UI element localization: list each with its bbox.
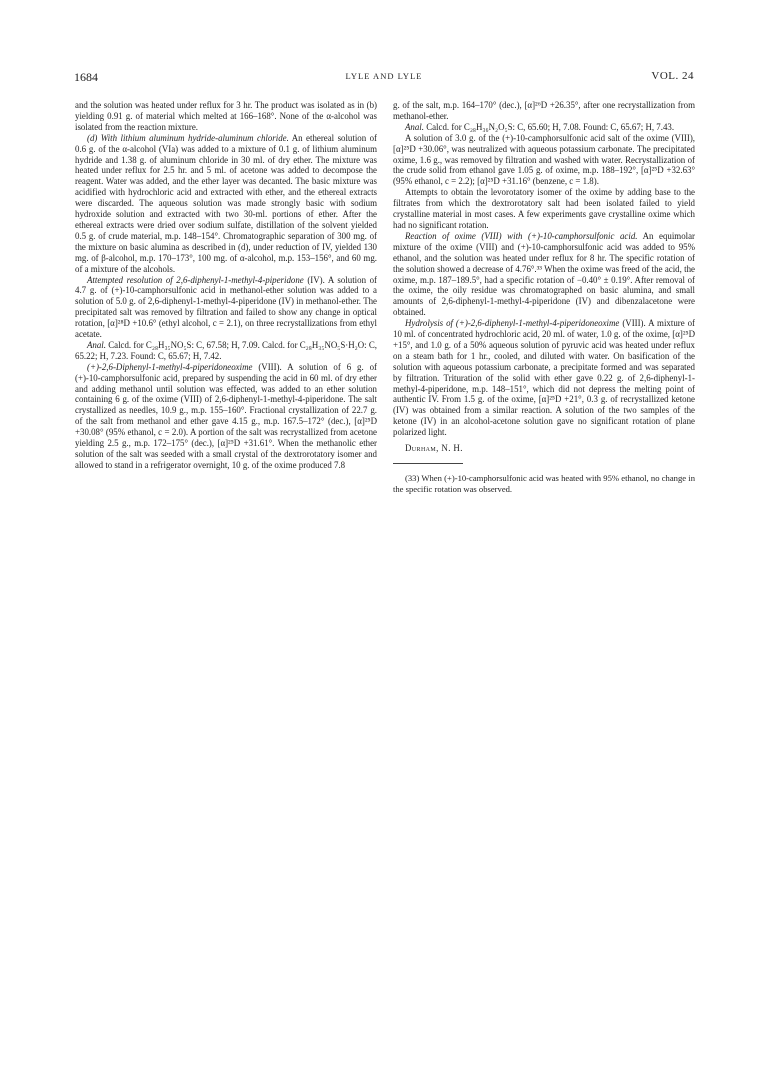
paragraph xyxy=(393,122,695,133)
page-number: 1684 xyxy=(74,70,98,84)
paragraph: A solution of 3.0 g. of the (+)-10-camphorsulfonic acid salt of the oxime (VIII), [α]²⁵D +30.06°, was neutralized with aqueous potassium carbonate. The precipitated oxime, 1.6 g., was removed by filtration and washed with water. Recrystallization of the crude solid from ethanol gave 1.05 g. of oxime, m.p. 188–192°, [α]²⁵D +32.63° (95% ethanol, c = 2.2); [α]²⁵D +31.16° (benzene, c = 1.8). xyxy=(393,132,695,187)
paragraph-text: (IV). A solution of 4.7 g. of (+)-10-camphorsulfonic acid in methanol-ether solution was added to a solution of 5.0 g. of 2,6-diphenyl-1-methyl-4-piperidone (IV) in methanol-ether. The precipitated salt was removed by filtration and failed to show any change in optical rotation, [α]²⁸D +10.6° (ethyl alcohol, c = 2.1), on three recrystallizations from ethyl acetate. xyxy=(75,274,378,340)
volume-label: VOL. 24 xyxy=(651,70,694,82)
paragraph-text: (VIII). A solution of 6 g. of (+)-10-camphorsulfonic acid, prepared by suspending the acid in 60 ml. of dry ether and adding methanol until solution was effected, was added to an ether solution containing 6 g. of the oxime (VIII) of 2,6-diphenyl-1-methyl-4-piperidone. The salt crystallized as needles, 10.9 g., m.p. 155–160°. Fractional crystallization of 22.7 g. of the salt from methanol and ether gave 4.15 g., m.p. 167.5–172° (dec.), [α]²⁵D +30.08° (95% ethanol, c = 2.0). A portion of the salt was recrystallized from acetone yielding 2.5 g., m.p. 172–175° (dec.), [α]²⁵D +31.61°. When the methanolic ether solution of the salt was seeded with a small crystal of the dextrorotatory isomer and allowed to stand in a refrigerator overnight, 10 g. of the oxime produced 7.8 xyxy=(75,361,377,470)
paragraph-heading: (+)-2,6-Diphenyl-1-methyl-4-piperidoneoxime xyxy=(87,361,253,372)
paragraph-heading: Hydrolysis of (+)-2,6-diphenyl-1-methyl-4-piperidoneoxime xyxy=(405,318,620,329)
paragraph-heading: Anal. xyxy=(405,121,424,132)
paragraph-heading: (d) With lithium aluminum hydride-aluminum chloride. xyxy=(87,132,289,143)
paragraph xyxy=(75,362,377,471)
paragraph: g. of the salt, m.p. 164–170° (dec.), [α]²⁶D +26.35°, after one recrystallization from methanol-ether. xyxy=(393,100,695,121)
running-head: LYLE AND LYLE xyxy=(345,71,423,81)
paragraph xyxy=(75,275,377,340)
paragraph-text: An ethereal solution of 0.6 g. of the α-alcohol (VIa) was added to a mixture of 0.1 g. of lithium aluminum hydride and 1.38 g. of aluminum chloride in 30 ml. of dry ether. The mixture was heated under reflux for 2.5 hr. and 5 ml. of acetone was added to decompose the reagent. Water was added, and the ether layer was decanted. The basic mixture was acidified with hydrochloric acid and extracted with ether, and the ethereal extracts were discarded. The aqueous solution was made strongly basic with sodium hydroxide solution and extracted with two 30-ml. portions of ether. After the ethereal extracts were dried over sodium sulfate, distillation of the solvent yielded 0.5 g. of crude material, m.p. 148–154°. Chromatographic separation of 300 mg. of the mixture on basic alumina as described in (d), under reduction of IV, yielded 130 mg. of β-alcohol, m.p. 170–173°, 100 mg. of α-alcohol, m.p. 153–156°, and 60 mg. of a mixture of the alcohols. xyxy=(75,132,377,274)
left-column xyxy=(75,100,377,471)
paragraph-text: (VIII). A mixture of 10 ml. of concentrated hydrochloric acid, 20 ml. of water, 1.0 g. of the oxime, [α]²⁵D +15°, and 1.0 g. of a 50% aqueous solution of pyruvic acid was heated under reflux on a steam bath for 1 hr., cooled, and diluted with water. On basification of the solution with aqueous potassium carbonate, a precipitate formed and was separated by filtration. Trituration of the solid with ether gave 0.22 g. of 2,6-diphenyl-1-methyl-4-piperidone, m.p. 148–151°, which did not depress the melting point of authentic IV. From 1.5 g. of the oxime, [α]²⁵D +21°, 0.3 g. of recrystallized ketone (IV) was obtained from a similar reaction. A solution of the two samples of the ketone (IV) in an alcohol-acetone solution gave no significant rotation of plane polarized light. xyxy=(393,318,695,438)
paragraph-heading: Anal. xyxy=(87,339,106,350)
paragraph-text: Calcd. for C₂₈H₃₅NO₅S: C, 67.58; H, 7.09. Calcd. for C₂₈H₃₅NO₅S·H₂O: C, 65.22; H, 7.23. Found: C, 65.67; H, 7.42. xyxy=(75,339,377,361)
paragraph-text: An equimolar mixture of the oxime (VIII) and (+)-10-camphorsulfonic acid was added to 95% ethanol, and the solution was heated under reflux for 8 hr. The specific rotation of the solution showed a decrease of 4.76°.³³ When the oxime was freed of the acid, the oxime, m.p. 187–189.5°, had a specific rotation of −0.40° ± 0.19°. After removal of the oxime, the oily residue was chromatographed on basic alumina, and small amounts of 2,6-diphenyl-1-methyl-4-piperidone (IV) and dibenzalacetone were obtained. xyxy=(393,230,696,318)
paragraph xyxy=(75,340,377,362)
footnote-divider xyxy=(393,463,463,464)
author-location: Durham, N. H. xyxy=(405,443,463,454)
page-header xyxy=(74,70,694,86)
paragraph: and the solution was heated under reflux for 3 hr. The product was isolated as in (b) yielding 0.91 g. of material which melted at 166–168°. None of the α-alcohol was isolated from the reaction mixture. xyxy=(75,100,377,132)
right-column xyxy=(393,100,695,495)
paragraph xyxy=(75,133,377,275)
paragraph: Attempts to obtain the levorotatory isomer of the oxime by adding base to the filtrates from which the dextrorotatory salt had been isolated failed to yield crystalline material in most cases. A few experiments gave crystalline oxime which had no significant rotation. xyxy=(393,187,695,230)
paragraph-heading: Reaction of oxime (VIII) with (+)-10-camphorsulfonic acid. xyxy=(405,230,638,241)
paragraph-heading: Attempted resolution of 2,6-diphenyl-1-methyl-4-piperidone xyxy=(87,274,304,285)
footnote: (33) When (+)-10-camphorsulfonic acid was heated with 95% ethanol, no change in the specific rotation was observed. xyxy=(393,473,695,494)
paragraph xyxy=(393,231,695,318)
paragraph-text: Calcd. for C₂₈H₃₆N₂O₅S: C, 65.60; H, 7.08. Found: C, 65.67; H, 7.43. xyxy=(426,121,675,132)
paragraph xyxy=(393,318,695,438)
